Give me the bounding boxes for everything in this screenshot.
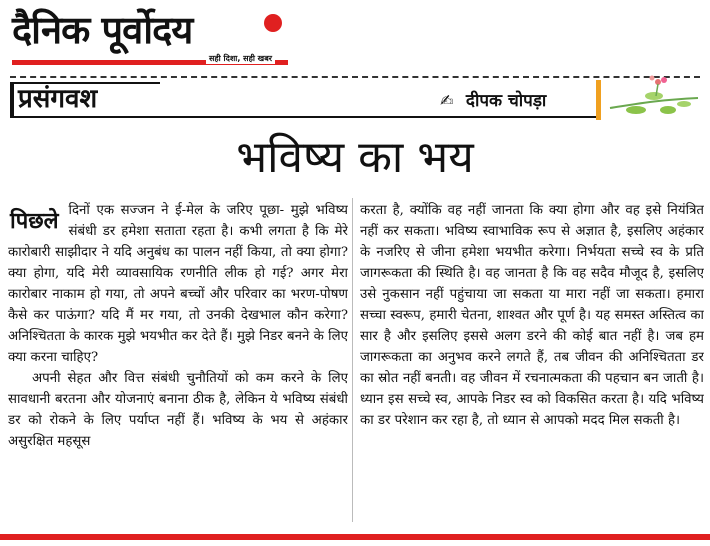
section-label: प्रसंगवश — [18, 84, 98, 114]
section-header — [10, 82, 600, 116]
column-divider — [352, 198, 353, 522]
author-name: दीपक चोपड़ा — [465, 91, 547, 111]
article-headline: भविष्य का भय — [236, 132, 474, 183]
newspaper-tagline: सही दिशा, सही खबर — [206, 53, 275, 64]
dropcap-word: पिछले — [10, 209, 59, 234]
article-column-left — [8, 200, 348, 522]
floral-ornament-icon — [606, 74, 702, 122]
footer-red-bar — [0, 534, 710, 540]
article-paragraph: अपनी सेहत और वित्त संबंधी चुनौतियों को कम करने के लिए सावधानी बरतना और योजनाएं बनाना ठीक है, लेकिन ये भविष्य संबंधी डर को रोकने के लिए पर्याप्त नहीं हैं। भविष्य के भय से अहंकार असुरक्षित महसूस — [8, 371, 348, 449]
author-byline — [440, 88, 546, 111]
logo-red-dot-icon — [264, 14, 282, 32]
dashed-divider — [10, 76, 700, 78]
article-column-right — [360, 200, 704, 522]
newspaper-logo-title: दैनिक पूर्वोदय — [12, 8, 193, 52]
masthead — [10, 4, 300, 74]
paragraph-text: दिनों एक सज्जन ने ई-मेल के जरिए पूछा- मुझे भविष्य संबंधी डर हमेशा सताता रहता है। कभी लगता है कि मेरे कारोबारी साझीदार ने यदि अनुबंध का पालन नहीं किया, तो क्या होगा? क्या होगा, यदि मेरी व्यावसायिक रणनीति लीक हो गई? अगर मेरा कारोबार नाकाम हो गया, तो अपने बच्चों और परिवार का भरण-पोषण कैसे कर पाऊंगा? यदि मैं मर गया, तो उनकी देखभाल कौन करेगा? अनिश्चितता के कारक मुझे भयभीत कर देते हैं। मुझे निडर बनने के लिए क्या करना चाहिए? — [8, 203, 348, 365]
section-underline — [10, 116, 600, 118]
orange-accent-bar — [596, 80, 601, 120]
article-paragraph: करता है, क्योंकि वह नहीं जानता कि क्या होगा और वह इसे नियंत्रित नहीं कर सकता। भविष्य स्वाभाविक रूप से अज्ञात है, इसलिए अहंकार के नजरिए से जीना हमेशा भयभीत करेगा। निर्भयता सच्चे स्व के प्रति जागरूकता की स्थिति है। वह जानता है कि वह सदैव मौजूद है, इसलिए उसे नुकसान नहीं पहुंचाया जा सकता या मारा नहीं जा सकता। हमारा सच्चा स्वरूप, हमारी चेतना, शाश्वत और पूर्ण है। यह समस्त अस्तित्व का सार है और इसलिए इससे अलग डरने की कोई बात नहीं है। जब हम जागरूकता का अनुभव करने लगते हैं, तब जीवन की अनिश्चितता डर का स्रोत नहीं बनती। वह जीवन में रचनात्मकता की पहचान बन जाती है। ध्यान इस सच्चे स्व, आपके निडर स्व को विकसित करता है। यदि भविष्य का डर परेशान कर रहा है, तो ध्यान से आपको मदद मिल सकती है। — [360, 203, 704, 428]
article-paragraph — [8, 200, 348, 368]
quill-pen-icon: ✍ — [440, 91, 454, 110]
